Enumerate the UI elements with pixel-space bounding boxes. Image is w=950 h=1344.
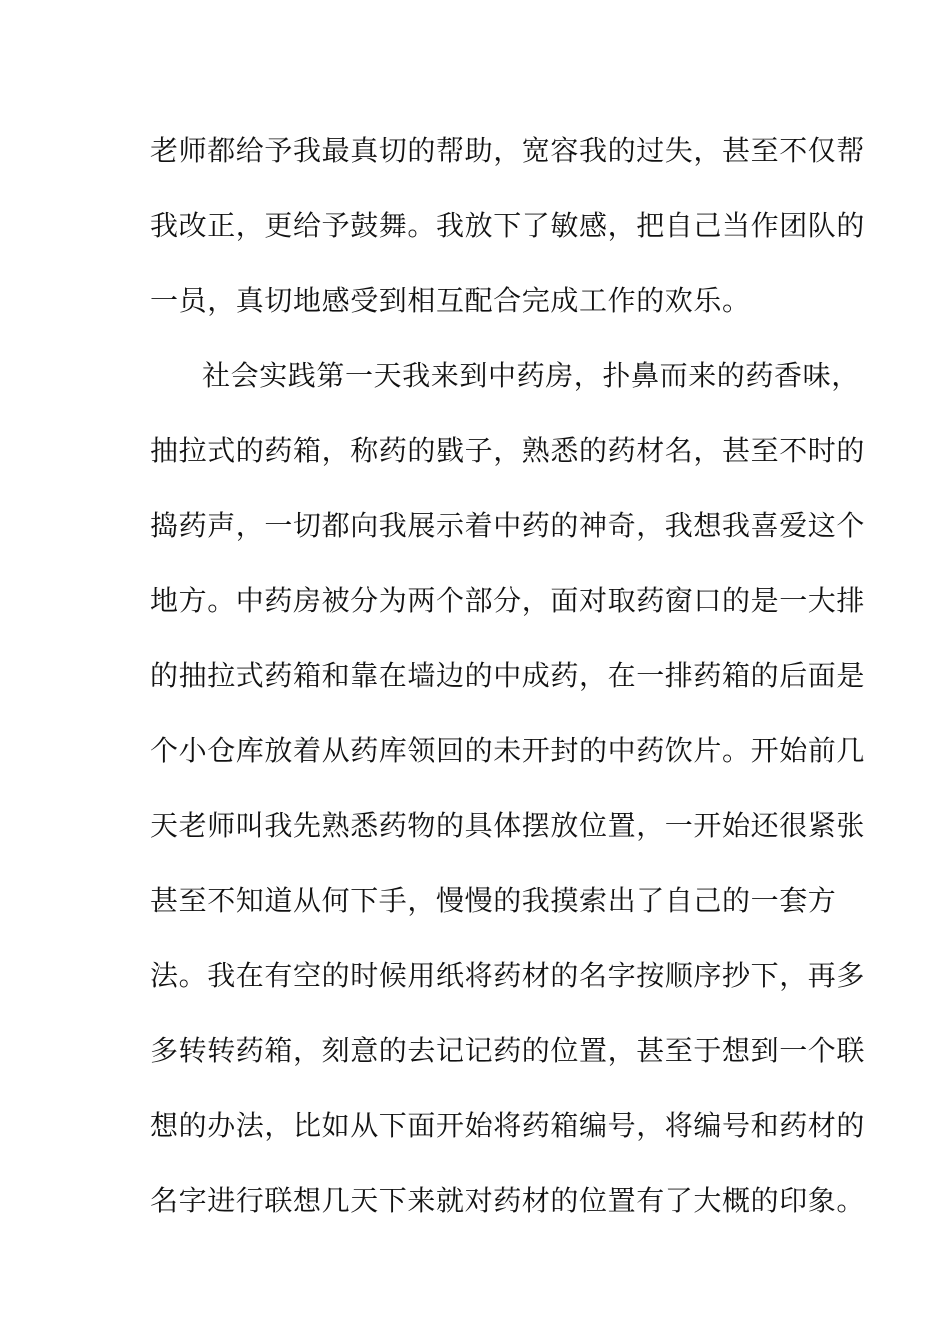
text-line: 我改正，更给予鼓舞。我放下了敏感，把自己当作团队的 — [150, 209, 866, 242]
text-line: 多转转药箱，刻意的去记记药的位置，甚至于想到一个联 — [150, 1034, 866, 1067]
text-line: 天老师叫我先熟悉药物的具体摆放位置，一开始还很紧张 — [150, 809, 866, 842]
text-line: 老师都给予我最真切的帮助，宽容我的过失，甚至不仅帮 — [150, 134, 866, 167]
text-line: 想的办法，比如从下面开始将药箱编号，将编号和药材的 — [150, 1109, 866, 1142]
text-line: 法。我在有空的时候用纸将药材的名字按顺序抄下，再多 — [150, 959, 866, 992]
text-line: 一员，真切地感受到相互配合完成工作的欢乐。 — [150, 284, 751, 317]
text-line: 名字进行联想几天下来就对药材的位置有了大概的印象。 — [150, 1184, 866, 1217]
text-line: 甚至不知道从何下手，慢慢的我摸索出了自己的一套方 — [150, 884, 837, 917]
paragraph-start-line: 社会实践第一天我来到中药房，扑鼻而来的药香味， — [202, 359, 860, 392]
text-line: 捣药声，一切都向我展示着中药的神奇，我想我喜爱这个 — [150, 509, 866, 542]
text-line: 地方。中药房被分为两个部分，面对取药窗口的是一大排 — [150, 584, 866, 617]
body-text — [150, 126, 866, 1251]
text-line: 个小仓库放着从药库领回的未开封的中药饮片。开始前几 — [150, 734, 866, 767]
text-line: 的抽拉式药箱和靠在墙边的中成药，在一排药箱的后面是 — [150, 659, 866, 692]
text-line: 抽拉式的药箱，称药的戥子，熟悉的药材名，甚至不时的 — [150, 434, 866, 467]
